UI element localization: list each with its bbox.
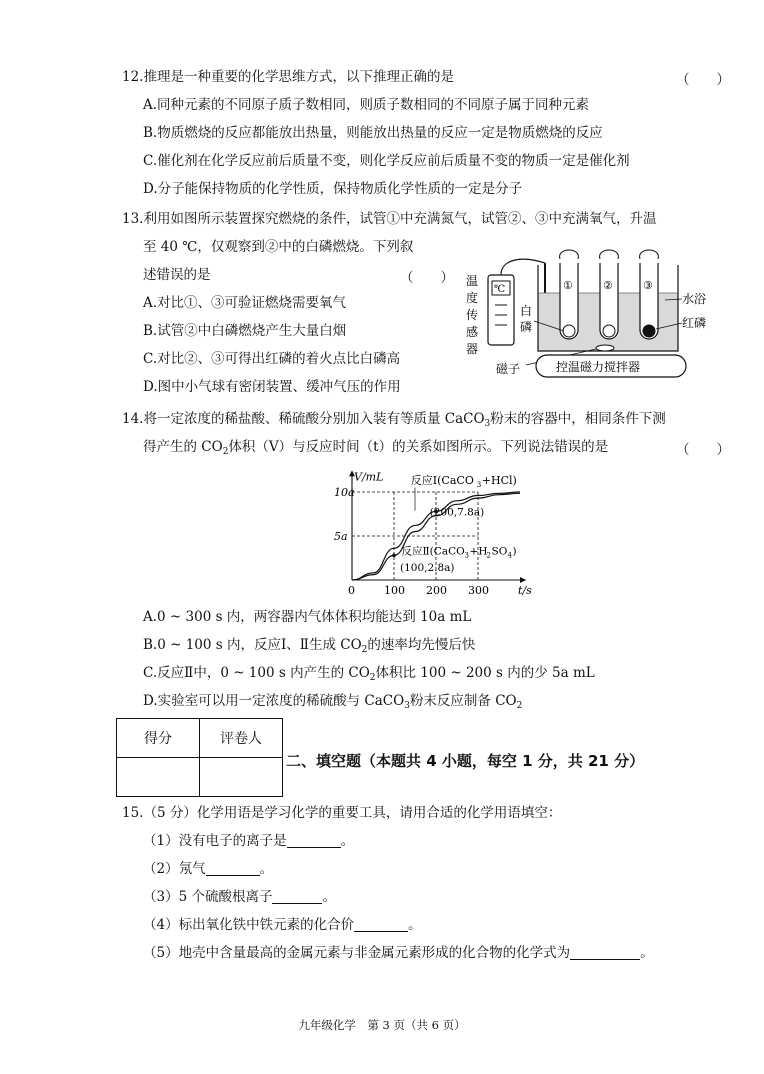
grader-header: 评卷人: [200, 719, 283, 758]
q12-option-c: C.催化剂在化学反应前后质量不变，则化学反应前后质量不变的物质一定是催化剂: [143, 153, 630, 169]
magnet-label: 磁子: [496, 362, 521, 376]
reaction-2-label-d: ): [512, 545, 517, 558]
q14-option-a: A.0 ~ 300 s 内，两容器内气体体积均能达到 10a mL: [143, 609, 472, 625]
x-axis-label: t/s: [518, 584, 532, 597]
reaction-1-label-tail: +HCl): [481, 474, 517, 488]
y-tick-label: 10a: [334, 486, 355, 499]
svg-text:②: ②: [603, 279, 613, 292]
q13-stem-line3: 述错误的是: [143, 267, 211, 283]
answer-blank-5[interactable]: [570, 945, 640, 960]
q14-stem-line1: 14.将一定浓度的稀盐酸、稀硫酸分别加入装有等质量 CaCO$_3$粉末的容器中，相同条件下测: [122, 411, 666, 429]
q12-option-a: A.同种元素的不同原子质子数相同，则质子数相同的不同原子属于同种元素: [143, 97, 590, 113]
water-bath-label: 水浴: [682, 292, 707, 306]
reaction-2-sub2: 2: [486, 551, 492, 560]
y-axis-label: V/mL: [354, 470, 384, 484]
q15-item-4: （4）标出氧化铁中铁元素的化合价 。: [143, 917, 422, 933]
grader-cell[interactable]: [200, 758, 283, 797]
q13-stem-line1: 13.利用如图所示装置探究燃烧的条件，试管①中充满氮气，试管②、③中充满氧气，升温: [122, 211, 657, 227]
answer-blank-2[interactable]: [206, 861, 260, 876]
answer-blank-1[interactable]: [287, 833, 341, 848]
page-footer: 九年级化学 第 3 页（共 6 页）: [298, 1018, 466, 1032]
score-table: [116, 718, 283, 797]
q15-item-1: （1）没有电子的离子是 。: [143, 833, 355, 849]
co2-volume-chart: [316, 460, 556, 600]
x-tick-label: 300: [468, 584, 489, 597]
thermo-unit: ℃: [494, 284, 506, 295]
q14-option-b: B.0 ~ 100 s 内，反应Ⅰ、Ⅱ生成 $CO_2$的速率均先慢后快: [143, 637, 476, 655]
reaction-2-label-c: SO: [491, 545, 508, 558]
point-2-label: (100,2.8a): [400, 562, 455, 575]
q13-option-b: B.试管②中白磷燃烧产生大量白烟: [143, 323, 347, 339]
q12-option-d: D.分子能保持物质的化学性质，保持物质化学性质的一定是分子: [143, 181, 523, 197]
y-tick-label: 5a: [334, 530, 348, 543]
magnet-stir-bar: [596, 345, 614, 351]
score-header: 得分: [117, 719, 200, 758]
q13-option-c: C.对比②、③可得出红磷的着火点比白磷高: [143, 351, 401, 367]
test-tube-2: [600, 250, 619, 339]
q15-stem: 15.（5 分）化学用语是学习化学的重要工具，请用合适的化学用语填空：: [122, 805, 562, 821]
q15-item-5: （5）地壳中含量最高的金属元素与非金属元素形成的化合物的化学式为 。: [143, 945, 654, 961]
red-phosphorus-label: 红磷: [682, 316, 707, 330]
q13-option-a: A.对比①、③可验证燃烧需要氧气: [143, 295, 347, 311]
white-phosphorus-label: 白 磷: [520, 304, 533, 334]
q14-option-c: C.反应Ⅱ中，0 ~ 100 s 内产生的 $CO_2$体积比 100 ~ 200 s 内的少 5a mL: [143, 665, 595, 683]
point-100-2.8a: [392, 554, 396, 558]
section-2-title: 二、填空题（本题共 4 小题，每空 1 分，共 21 分）: [286, 752, 645, 770]
combustion-apparatus-figure: [460, 245, 707, 385]
test-tube-1: [560, 250, 579, 339]
q12-option-b: B.物质燃烧的反应都能放出热量，则能放出热量的反应一定是物质燃烧的反应: [143, 125, 603, 141]
x-tick-label: 0: [348, 584, 355, 597]
x-axis-arrow: [520, 577, 526, 583]
q13-stem-line2: 至 40 ℃，仅观察到②中的白磷燃烧。下列叙: [143, 239, 414, 255]
q14-answer-paren: （ ）: [676, 442, 730, 458]
reaction-2-label: 反应Ⅱ(CaCO: [401, 545, 465, 558]
x-tick-label: 200: [426, 584, 447, 597]
x-tick-label: 100: [384, 584, 405, 597]
q15-item-2: （2）氖气 。: [143, 861, 274, 877]
q12-stem: 12.推理是一种重要的化学思维方式，以下推理正确的是: [122, 69, 454, 85]
reaction-2-sub: 3: [464, 551, 470, 560]
reaction-2-label-b: +H: [469, 545, 488, 558]
answer-blank-4[interactable]: [354, 917, 408, 932]
test-tube-3: [640, 250, 659, 339]
sensor-label: 温 度 传 感 器: [466, 274, 479, 356]
answer-blank-3[interactable]: [272, 889, 322, 904]
stirrer-label: 控温磁力搅拌器: [556, 360, 641, 374]
q13-answer-paren: （ ）: [400, 270, 454, 286]
q14-option-d: D.实验室可以用一定浓度的稀硫酸与 CaCO$_3$粉末反应制备 $CO_2$: [143, 693, 523, 711]
reaction-2-sub4: 4: [507, 551, 513, 560]
q15-item-3: （3）5 个硫酸根离子 。: [143, 889, 336, 905]
score-cell[interactable]: [117, 758, 200, 797]
q14-stem-line2: 得产生的 $CO_2$体积（V）与反应时间（t）的关系如图所示。下列说法错误的是: [143, 439, 609, 457]
reaction-1-label: 反应Ⅰ(CaCO: [410, 474, 474, 488]
q13-option-d: D.图中小气球有密闭装置、缓冲气压的作用: [143, 379, 401, 395]
q12-answer-paren: （ ）: [676, 72, 730, 88]
point-1-label: (200,7.8a): [429, 506, 485, 519]
svg-text:③: ③: [643, 279, 653, 292]
reaction-1-sub: 3: [476, 481, 482, 490]
svg-text:①: ①: [563, 279, 573, 292]
